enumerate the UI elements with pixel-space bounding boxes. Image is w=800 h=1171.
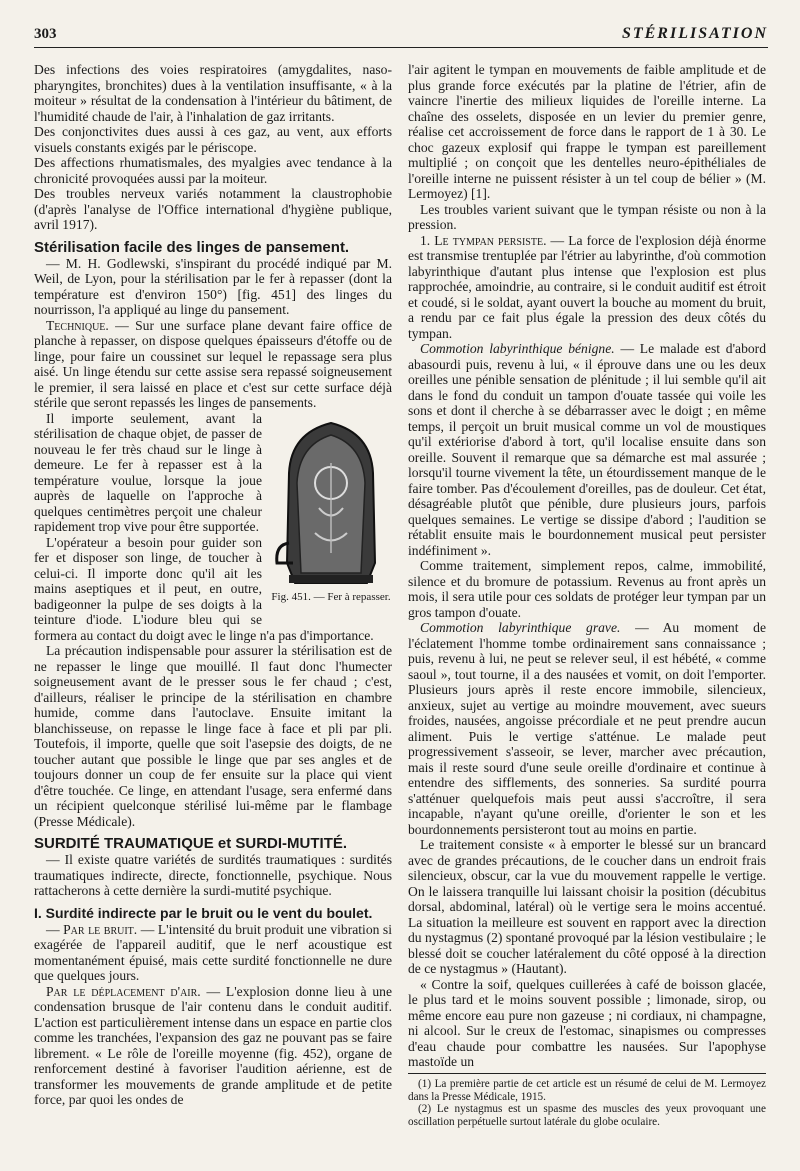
run-in-heading: 1. Le tympan persiste. [420,232,547,248]
left-column [34,62,392,1108]
figure-caption: Fig. 451. — Fer à repasser. [271,590,391,603]
paragraph [408,341,766,558]
paragraph [34,318,392,411]
section-heading-surdite: SURDITÉ TRAUMATIQUE et SURDI-MUTITÉ. [34,835,348,852]
paragraph: Comme traitement, simplement repos, calme, immobilité, silence et du bromure de potassium. Revenus au front après un mois, il sera utile pour ces soldats de protéger leur tympan par un gros tampon d'ouate. [408,558,766,620]
run-in-heading: Technique. [46,317,109,333]
footnotes [408,1073,766,1128]
paragraph: Des affections rhumatismales, des myalgies avec tendance à la chronicité provoquées aussi par la moiteur. [34,155,392,186]
run-in-heading: Par le déplacement d'air. [46,983,201,999]
paragraph: — M. H. Godlewski, s'inspirant du procédé indiqué par M. Weil, de Lyon, pour la stérilisation par le fer à repasser (dont la température est d'environ 150°) [fig. 451] des linges du nourrisson, l'a appliqué au linge du pansement. [34,255,392,317]
paragraph-text: — La force de l'explosion déjà énorme est transmise trentuplée par l'étrier au labyrinthe, d'où commotion labyrinthique d'autant plus intense que l'explosion est plus rapprochée, amoindrie, au contraire, si le conduit auditif est étroit et coudé, si le soldat, ayant ouvert la bouche au moment du bruit, a rendu par ce fait plus égale la pression des deux côtés du tympan. [408,232,767,341]
paragraph [408,620,766,837]
paragraph: l'air agitent le tympan en mouvements de faible amplitude et de plus grande force exécutés par la platine de l'étrier, afin de vaincre l'inertie des milieux liquides de l'oreille interne. La chaîne des osselets, disposée en un levier du premier genre, réalise cet accroissement de force dans le rapport de 1 à 30. Le choc gazeux explosif qui frappe le tympan est pareillement multiplié ; on conçoit que les dentelles neuro-épithéliales de l'oreille interne ne puissent résister à un tel coup de bélier » (M. Lermoyez) [1]. [408,62,766,201]
figure-451 [270,413,392,623]
paragraph: La précaution indispensable pour assurer la stérilisation est de ne repasser le linge que mouillé. Il faut donc l'humecter soigneusement avant de le presser sous le fer chaud ; c'est, d'ailleurs, réaliser le principe de la stérilisation en chambre humide, comme dans l'autoclave. Ensuite imitant la blanchisseuse, on repasse le linge face à face et pli par pli. Toutefois, il importe, quelle que soit l'asepsie des doigts, de ne toucher autant que possible le linge que par ses angles et de toujours donner un coup de fer ensuite sur la place qui vient d'être touchée. Ce linge, en attendant l'usage, sera enfermé dans un récipient quelconque stérilisé lui-même par le flambage (Presse Médicale). [34,643,392,829]
paragraph: Des conjonctivites dues aussi à ces gaz, au vent, aux efforts visuels constants exigés par le périscope. [34,124,392,155]
paragraph [34,984,392,1108]
page-header [34,22,768,48]
paragraph: Il importe seulement, avant la stérilisation de chaque objet, de passer de nouveau le fer très chaud sur le linge à demeure. Le fer à repasser est à la température voulue, lorsque la joue auprès de laquelle on l'approche à quelques centimètres perçoit une chaleur rapidement trop vive pour être supportée. [34,410,262,534]
subsection-heading-indirecte: I. Surdité indirecte par le bruit ou le vent du boulet. [34,904,373,921]
running-title: STÉRILISATION [621,25,768,42]
paragraph: Les troubles varient suivant que le tympan résiste ou non à la pression. [408,201,766,232]
paragraph [408,233,766,342]
run-in-heading: Commotion labyrinthique bénigne. [420,341,615,356]
paragraph: Des infections des voies respiratoires (amygdalites, naso-pharyngites, bronchites) dues à la ventilation insuffisante, « à la moiteur » résultat de la condensation à l'intérieur du bâtiment, de l'humidité chaude de l'air, à l'inhalation de gaz irritants. [34,62,392,124]
paragraph-text: — L'intensité du bruit produit une vibration si exagérée de l'appareil auditif, que le nerf acoustique est momentanément épuisé, mais cette surdité fonctionnelle ne dure que quelques jours. [34,921,392,983]
footnote-1: (1) La première partie de cet article est un résumé de celui de M. Lermoyez dans la Presse Médicale, 1915. [408,1078,766,1103]
run-in-heading: — Par le bruit. [46,921,138,937]
paragraph: « Contre la soif, quelques cuillerées à café de boisson glacée, le plus tard et le moins souvent possible ; limonade, sirop, ou même encore eau pure non gazeuse ; ni cordiaux, ni champagne, ni alcool. Sur le creux de l'estomac, sinapismes ou compresses d'eau chaude pour combattre les nausées. Sur l'apophyse mastoïde un [408,976,766,1069]
paragraph-text: — Au moment de l'éclatement l'homme tombe ordinairement sans connaissance ; puis, revenu à lui, ne peut se relever seul, il est hébété, « comme saoul », tout tourne, il a des nausées et vomit, on doit l'emporter. Plusieurs jours après il reste encore immobile, silencieux, anxieux, sujet au vertige au moindre mouvement, avec sueurs froides, nausées, angoisse précordiale et ne peut prendre aucun aliment. Puis le vertige s'atténue. Le malade peut progressivement s'asseoir, se lever, marcher avec précaution, mais il reste sourd d'une seule oreille d'ordinaire et continue à entendre des sifflements, des sonneries. Sa surdité pourra s'atténuer quelquefois mais peut aussi s'accroître, il sera incapable, n'ayant qu'une oreille, d'orienter le son et les bourdonnements persisteront tout au moins en partie. [408,620,766,837]
right-column [408,62,766,1070]
paragraph [34,922,392,984]
paragraph: Le traitement consiste « à emporter le blessé sur un brancard avec de grandes précautions, de le coucher dans un endroit frais silencieux, obscur, car la vue du mouvement rappelle le vertige. On le laissera tranquille lui laissant choisir la position (décubitus dorsal, abdominal, latéral) où le vertige sera le moins accentué. La situation la meilleure est souvent en rapport avec la direction du nystagmus (2) spontané provoqué par la lésion vestibulaire ; le blessé doit se coucher latéralement du côté opposé à la direction de ce nystagmus » (Hautant). [408,837,766,976]
flat-iron-illustration [275,413,387,589]
paragraph-text: — L'explosion donne lieu à une condensation brusque de l'air contenu dans le conduit auditif. L'action est particulièrement intense dans un espace en partie clos comme les tranchées, l'expansion des gaz ne pouvant pas se faire librement. « Le rôle de l'oreille moyenne (fig. 452), organe de renforcement destiné à favoriser l'audition aérienne, est de transformer les mouvements de grande amplitude et de petite force, par quoi les ondes de [34,983,392,1107]
paragraph: — Il existe quatre variétés de surdités traumatiques : surdités traumatiques indirecte, directe, fonctionnelle, psychique. Nous rattacherons à cette dernière la surdi-mutité psychique. [34,852,392,898]
paragraph-text: — Le malade est d'abord abasourdi puis, revenu à lui, « il éprouve dans une ou les deux oreilles une pénible sensation de plénitude ; il lui semble qu'il ait dans le fond du conduit un tampon d'ouate tassée qui voile les sons et dont il cherche à se débarrasser avec le doigt ; en même temps, il perçoit un bruit musical comme un vol de moustiques qu'il extériorise d'abord à tort, qu'il localise ensuite dans son oreille. Souvent il remarque que sa démarche est mal assurée ; lorsqu'il tourne vivement la tête, un étourdissement manque de le faire tomber. Pas d'écoulement d'oreilles, pas de douleur. Cet état, désagréable plutôt que pénible, dure plusieurs jours, parfois quelques semaines. Le vertige se dissipe d'abord ; l'audition se rétablit ensuite mais le bourdonnement musical peut persister indéfiniment ». [408,341,766,558]
run-in-heading: Commotion labyrinthique grave. [420,620,621,635]
section-heading-sterilisation: Stérilisation facile des linges de pansement. [34,238,350,256]
paragraph-text: — Sur une surface plane devant faire office de planche à repasser, on dispose quelques épaisseurs d'étoffe ou de linge, pour faire un coussinet sur lequel le repassage sera plus aisé. Un linge étendu sur cette assise sera repassé soigneusement le premier, il sera laissé en place et c'est sur cette surface déjà stérile que seront repassés les linges de pansements. [34,317,392,410]
footnote-2: (2) Le nystagmus est un spasme des muscles des yeux provoquant une oscillation perpétuelle surtout latérale du globe oculaire. [408,1103,766,1128]
paragraph: Des troubles nerveux variés notamment la claustrophobie (d'après l'analyse de l'Office international d'hygiène publique, avril 1917). [34,186,392,232]
page-number: 303 [34,26,57,42]
paragraph: L'opérateur a besoin pour guider son fer et disposer son linge, de toucher à celui-ci. Il importe donc qu'il ait les mains aseptiques et il peut, en outre, badigeonner la pulpe de ses doigts à la teinture d'iode. L'iodure bleu qui se formera au contact du doigt avec le linge n'a pas d'importance. [34,534,374,643]
